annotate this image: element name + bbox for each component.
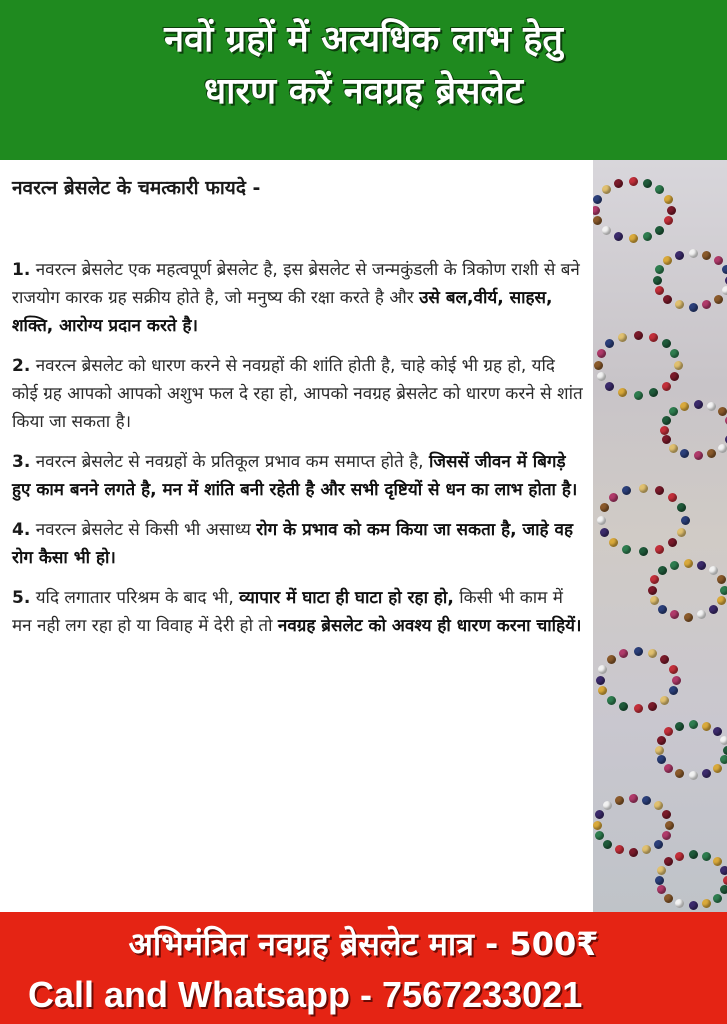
point-highlight: उसे बल,वीर्य, साहस, शक्ति, आरोग्य प्रदान करते है। (12, 288, 553, 336)
bead-0-7 (593, 216, 602, 225)
bead-2-8 (594, 361, 603, 370)
bead-1-10 (663, 256, 672, 265)
bead-8-4 (629, 848, 638, 857)
point-number: 5. (12, 588, 31, 608)
bead-1-2 (714, 295, 723, 304)
bead-1-14 (714, 256, 723, 265)
bead-0-4 (629, 234, 638, 243)
bead-3-13 (707, 402, 716, 411)
bead-8-2 (654, 840, 663, 849)
bead-9-9 (657, 866, 666, 875)
header-title-line2: धारण करें नवग्रह ब्रेसलेट (203, 71, 524, 112)
bead-5-0 (720, 586, 727, 595)
bead-7-12 (689, 720, 698, 729)
bead-6-5 (619, 702, 628, 711)
bead-7-10 (664, 727, 673, 736)
point-highlight: व्यापार में घाटा ही घाटा हो रहा हो, (239, 588, 454, 608)
bead-1-12 (689, 249, 698, 258)
bead-0-0 (667, 206, 676, 215)
bead-8-15 (662, 810, 671, 819)
benefits-panel (0, 160, 593, 912)
bead-9-14 (713, 857, 722, 866)
bead-6-3 (648, 702, 657, 711)
point-number: 1. (12, 260, 31, 280)
bead-3-4 (694, 451, 703, 460)
benefit-point-4 (12, 516, 583, 572)
bead-1-5 (675, 300, 684, 309)
bead-8-7 (595, 831, 604, 840)
bead-3-6 (669, 444, 678, 453)
bead-8-5 (615, 845, 624, 854)
bead-4-2 (668, 538, 677, 547)
bead-0-2 (655, 226, 664, 235)
bead-2-15 (670, 349, 679, 358)
bead-7-14 (713, 727, 722, 736)
bead-3-2 (718, 444, 727, 453)
bead-0-12 (629, 177, 638, 186)
bead-8-13 (642, 796, 651, 805)
bead-9-10 (664, 857, 673, 866)
point-text: यदि लगातार परिश्रम के बाद भी, (30, 588, 240, 608)
bead-6-12 (634, 647, 643, 656)
bead-0-14 (655, 185, 664, 194)
bead-5-9 (650, 575, 659, 584)
bracelet-photo-strip (593, 160, 727, 912)
bead-8-14 (654, 801, 663, 810)
bead-7-4 (689, 771, 698, 780)
point-text-tail: किसी भी काम में मन नही लग रहा हो या विवाह में देरी हो तो (12, 588, 563, 636)
bead-8-0 (665, 821, 674, 830)
point-number: 4. (12, 520, 31, 540)
bead-4-1 (677, 528, 686, 537)
bead-6-4 (634, 704, 643, 713)
bead-5-13 (697, 561, 706, 570)
bead-5-3 (697, 610, 706, 619)
bead-6-6 (607, 696, 616, 705)
header-title-line1: नवों ग्रहों में अत्यधिक लाभ हेतु (164, 19, 563, 60)
bead-1-1 (722, 286, 727, 295)
bead-9-2 (713, 894, 722, 903)
bead-8-12 (629, 794, 638, 803)
bead-4-14 (668, 493, 677, 502)
bead-2-11 (618, 333, 627, 342)
bead-1-9 (655, 265, 664, 274)
bead-3-8 (660, 426, 669, 435)
point-number: 2. (12, 356, 31, 376)
bead-7-6 (664, 764, 673, 773)
point-text: नवरत्न ब्रेसलेट एक महत्वपूर्ण ब्रेसलेट है, इस ब्रेसलेट से जन्मकुंडली के त्रिकोण राशी से बने राजयोग कारक ग्रह सक्रीय होते है, जो मनुष्य की रक्षा करते है और (12, 260, 580, 308)
bead-3-3 (707, 449, 716, 458)
bead-2-12 (634, 331, 643, 340)
bead-9-0 (723, 876, 727, 885)
bead-1-11 (675, 251, 684, 260)
bead-8-6 (603, 840, 612, 849)
bead-5-4 (684, 613, 693, 622)
bead-4-12 (639, 484, 648, 493)
bead-7-8 (655, 746, 664, 755)
bead-1-13 (702, 251, 711, 260)
bead-5-11 (670, 561, 679, 570)
bead-7-5 (675, 769, 684, 778)
bead-9-15 (720, 866, 727, 875)
bead-0-13 (643, 179, 652, 188)
bead-7-9 (657, 736, 666, 745)
bead-0-9 (593, 195, 602, 204)
bead-5-12 (684, 559, 693, 568)
bead-0-10 (602, 185, 611, 194)
bead-2-5 (618, 388, 627, 397)
bead-6-8 (596, 676, 605, 685)
bead-9-3 (702, 899, 711, 908)
bead-2-2 (662, 382, 671, 391)
contact-label: Call and Whatsapp - 7567233021 (28, 974, 583, 1015)
bead-6-1 (669, 686, 678, 695)
bead-8-8 (593, 821, 602, 830)
bead-6-14 (660, 655, 669, 664)
bead-9-6 (664, 894, 673, 903)
bead-3-5 (680, 449, 689, 458)
bead-9-1 (720, 885, 727, 894)
bead-4-4 (639, 547, 648, 556)
bead-3-10 (669, 407, 678, 416)
point-highlight: रोग के प्रभाव को कम किया जा सकता है, जाहे वह रोग कैसा भी हो। (12, 520, 573, 568)
bead-7-1 (720, 755, 727, 764)
bead-7-0 (723, 746, 727, 755)
bead-9-11 (675, 852, 684, 861)
header-banner (0, 0, 727, 160)
bead-9-12 (689, 850, 698, 859)
benefit-point-2 (12, 352, 583, 436)
bead-6-9 (598, 665, 607, 674)
bead-4-15 (677, 503, 686, 512)
bead-4-13 (655, 486, 664, 495)
bead-7-3 (702, 769, 711, 778)
bead-3-9 (662, 416, 671, 425)
bead-6-7 (598, 686, 607, 695)
bead-3-7 (662, 435, 671, 444)
bead-0-1 (664, 216, 673, 225)
bead-0-5 (614, 232, 623, 241)
bead-4-0 (681, 516, 690, 525)
bead-3-11 (680, 402, 689, 411)
bead-4-5 (622, 545, 631, 554)
point-number: 3. (12, 452, 31, 472)
bead-5-14 (709, 566, 718, 575)
bead-7-13 (702, 722, 711, 731)
benefit-point-1 (12, 256, 583, 340)
bead-4-11 (622, 486, 631, 495)
bead-2-4 (634, 391, 643, 400)
bead-2-1 (670, 372, 679, 381)
bead-8-3 (642, 845, 651, 854)
bead-1-6 (663, 295, 672, 304)
bead-9-5 (675, 899, 684, 908)
bead-9-13 (702, 852, 711, 861)
bead-2-3 (649, 388, 658, 397)
bead-9-7 (657, 885, 666, 894)
bead-9-4 (689, 901, 698, 910)
bead-8-1 (662, 831, 671, 840)
bead-4-10 (609, 493, 618, 502)
bead-5-6 (658, 605, 667, 614)
bead-6-2 (660, 696, 669, 705)
bead-8-10 (603, 801, 612, 810)
point-highlight: जिससें जीवन में बिगड़े हुए काम बनने लगते है, मन में शांति बनी रहेती है और सभी दृष्टियों से धन का लाभ होता है। (12, 452, 578, 500)
bead-0-15 (664, 195, 673, 204)
bead-1-7 (655, 286, 664, 295)
bead-6-11 (619, 649, 628, 658)
bead-6-0 (672, 676, 681, 685)
bead-2-9 (597, 349, 606, 358)
bead-5-7 (650, 596, 659, 605)
bead-1-15 (722, 265, 727, 274)
bead-2-0 (674, 361, 683, 370)
bead-7-11 (675, 722, 684, 731)
bead-5-10 (658, 566, 667, 575)
bead-2-13 (649, 333, 658, 342)
bead-0-6 (602, 226, 611, 235)
bead-5-2 (709, 605, 718, 614)
bead-2-10 (605, 339, 614, 348)
bead-7-2 (713, 764, 722, 773)
bead-2-14 (662, 339, 671, 348)
point-text: नवरत्न ब्रेसलेट को धारण करने से नवग्रहों की शांति होती है, चाहे कोई भी ग्रह हो, यदि कोई ग्रह आपको आपको अशुभ फल दे रहा हो, आपको नवग्रह ब्रेसलेट को धारण करने से शांत किया जा सकता है। (12, 356, 583, 432)
bead-5-1 (717, 596, 726, 605)
bead-4-7 (600, 528, 609, 537)
bead-0-3 (643, 232, 652, 241)
point-highlight-2: नवग्रह ब्रेसलेट को अवश्य ही धारण करना चाहियें। (277, 616, 582, 636)
point-text: नवरत्न ब्रेसलेट से किसी भी असाध्य (30, 520, 257, 540)
bead-1-3 (702, 300, 711, 309)
bead-3-14 (718, 407, 727, 416)
bead-2-6 (605, 382, 614, 391)
bead-4-3 (655, 545, 664, 554)
bead-4-8 (597, 516, 606, 525)
benefits-heading: नवरत्न ब्रेसलेट के चमत्कारी फायदे - (12, 177, 261, 199)
footer-banner (0, 912, 727, 1024)
bead-7-15 (720, 736, 727, 745)
bead-5-15 (717, 575, 726, 584)
bead-5-5 (670, 610, 679, 619)
bead-0-8 (593, 206, 600, 215)
bead-8-11 (615, 796, 624, 805)
benefit-point-5 (12, 584, 583, 640)
bead-4-6 (609, 538, 618, 547)
bead-0-11 (614, 179, 623, 188)
bead-5-8 (648, 586, 657, 595)
bead-3-12 (694, 400, 703, 409)
price-label: अभिमंत्रित नवग्रह ब्रेसलेट मात्र - 500₹ (128, 925, 599, 963)
bead-6-13 (648, 649, 657, 658)
benefit-point-3 (12, 448, 583, 504)
bead-9-8 (655, 876, 664, 885)
point-text: नवरत्न ब्रेसलेट से नवग्रहों के प्रतिकूल प्रभाव कम समाप्त होते है, (30, 452, 429, 472)
bead-6-15 (669, 665, 678, 674)
bead-8-9 (595, 810, 604, 819)
bead-4-9 (600, 503, 609, 512)
bead-7-7 (657, 755, 666, 764)
bead-1-4 (689, 303, 698, 312)
bead-6-10 (607, 655, 616, 664)
bead-1-8 (653, 276, 662, 285)
bead-2-7 (597, 372, 606, 381)
